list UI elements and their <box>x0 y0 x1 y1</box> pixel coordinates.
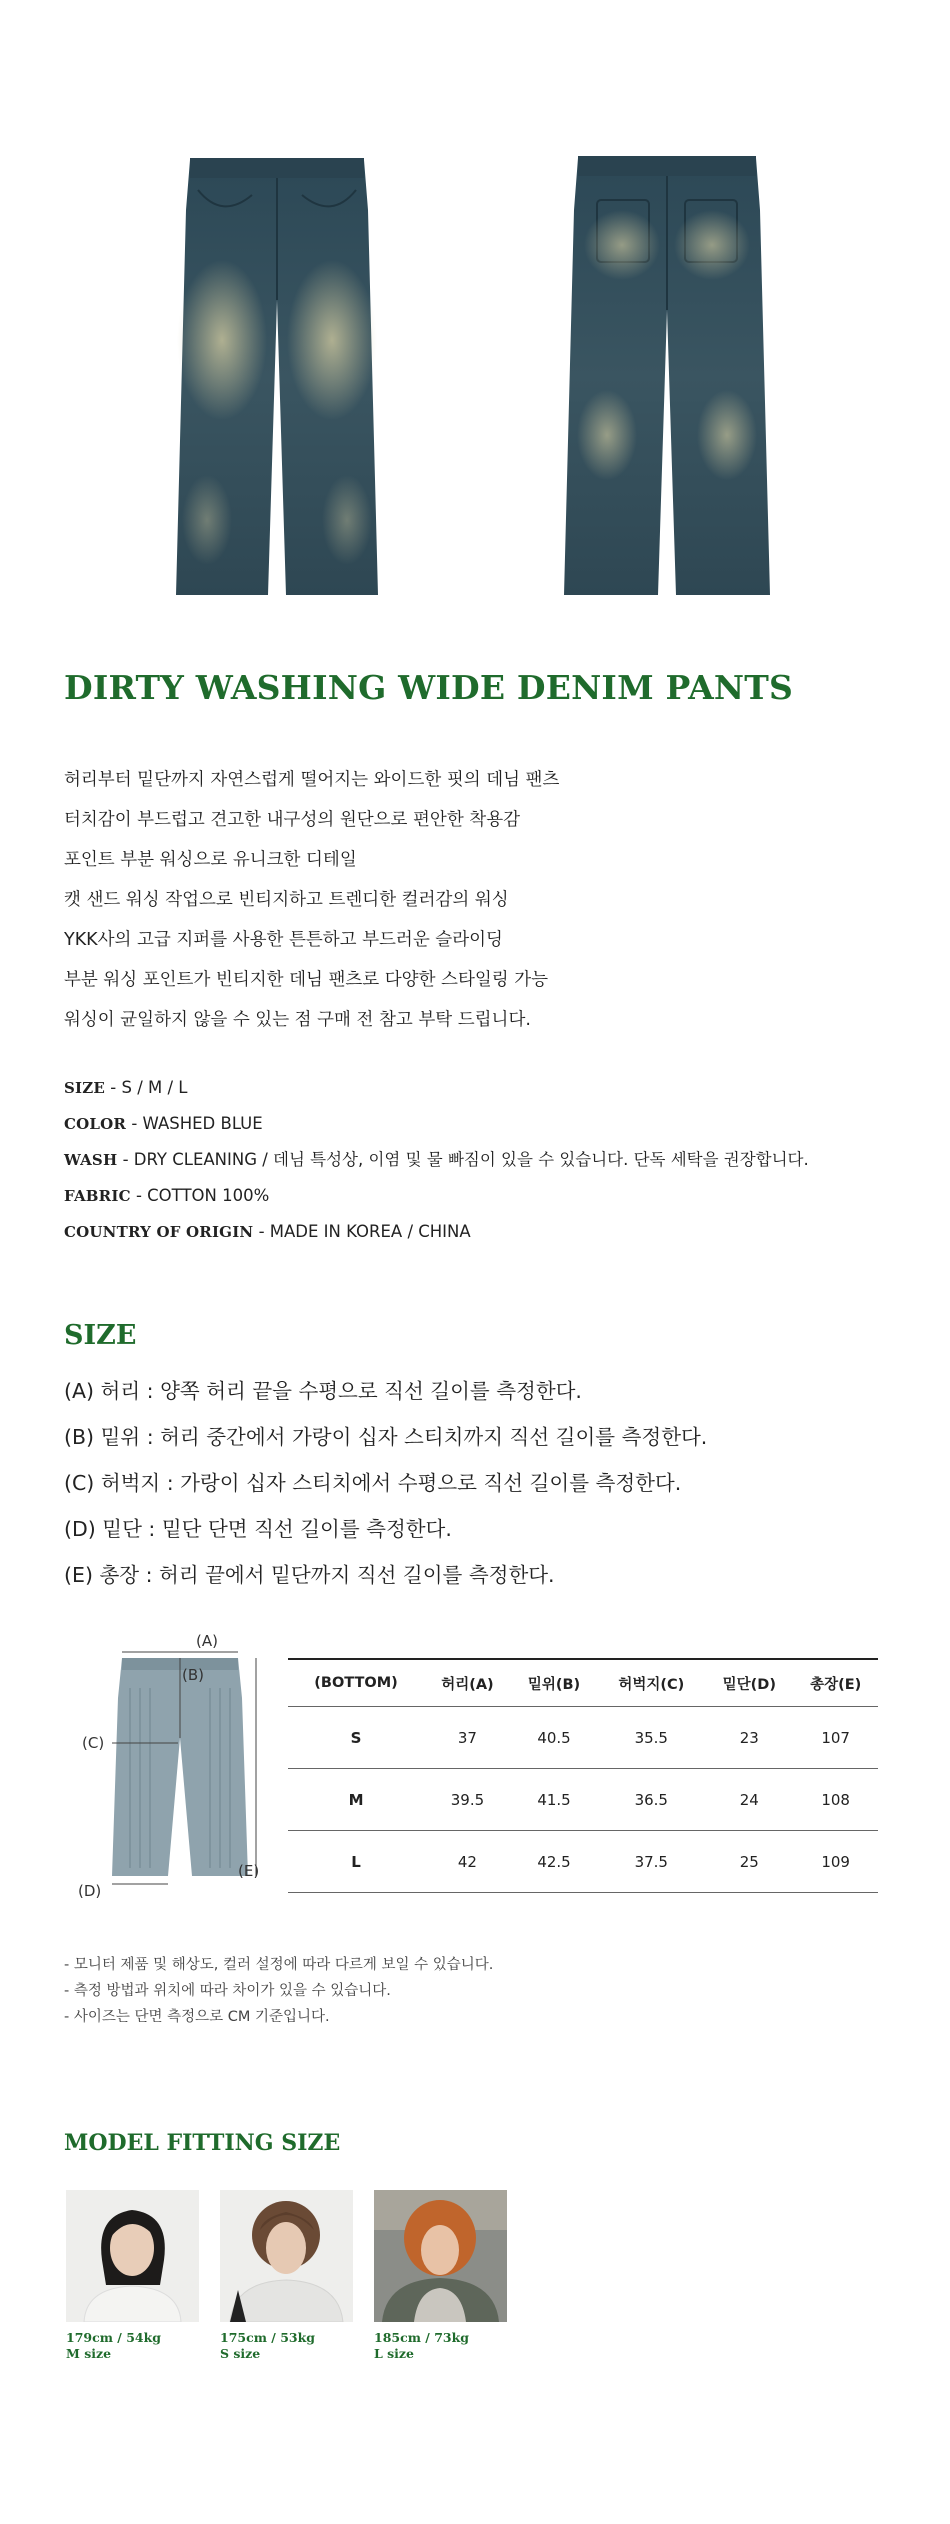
description-line: 터치감이 부드럽고 견고한 내구성의 원단으로 편안한 착용감 <box>64 810 520 830</box>
diagram-label-d: (D) <box>78 1882 102 1900</box>
table-cell: 109 <box>793 1831 878 1893</box>
spec-value: - DRY CLEANING / 데님 특성상, 이염 및 물 빠짐이 있을 수 있습니다. 단독 세탁을 권장합니다. <box>117 1150 809 1169</box>
model-stats: 185cm / 73kg <box>374 2330 469 2345</box>
table-row <box>288 1707 878 1769</box>
diagram-label-b: (B) <box>182 1666 204 1684</box>
model-size: L size <box>374 2346 414 2361</box>
table-cell: 42 <box>424 1831 511 1893</box>
description-line: 부분 워싱 포인트가 빈티지한 데님 팬츠로 다양한 스타일링 가능 <box>64 970 549 990</box>
note-line: - 모니터 제품 및 해상도, 컬러 설정에 따라 다르게 보일 수 있습니다. <box>64 1957 494 1973</box>
note-line: - 사이즈는 단면 측정으로 CM 기준입니다. <box>64 2009 330 2025</box>
model-card <box>374 2190 507 2362</box>
product-title: DIRTY WASHING WIDE DENIM PANTS <box>64 668 794 707</box>
diagram-label-e: (E) <box>238 1862 260 1880</box>
size-table <box>288 1658 878 1893</box>
spec-key: WASH <box>64 1151 118 1169</box>
spec-key: FABRIC <box>64 1187 131 1205</box>
product-specs <box>64 1070 809 1250</box>
diagram-label-c: (C) <box>82 1734 105 1752</box>
measurement-line: (A) 허리 : 양쪽 허리 끝을 수평으로 직선 길이를 측정한다. <box>64 1379 582 1403</box>
measurement-line: (B) 밑위 : 허리 중간에서 가랑이 십자 스티치까지 직선 길이를 측정한다. <box>64 1425 708 1449</box>
table-cell: 41.5 <box>511 1769 597 1831</box>
jeans-measurement-diagram <box>70 1628 270 1908</box>
spec-value: - COTTON 100% <box>130 1186 270 1205</box>
table-cell: 23 <box>705 1707 793 1769</box>
table-header: (BOTTOM) <box>288 1659 424 1707</box>
measurement-line: (C) 허벅지 : 가랑이 십자 스티치에서 수평으로 직선 길이를 측정한다. <box>64 1471 682 1495</box>
model-photo-icon <box>220 2190 353 2322</box>
description-line: YKK사의 고급 지퍼를 사용한 튼튼하고 부드러운 슬라이딩 <box>64 930 503 950</box>
description-line: 캣 샌드 워싱 작업으로 빈티지하고 트렌디한 컬러감의 워싱 <box>64 890 509 910</box>
model-photo-icon <box>66 2190 199 2322</box>
spec-key: COLOR <box>64 1115 127 1133</box>
table-cell: 37 <box>424 1707 511 1769</box>
model-card <box>66 2190 199 2362</box>
jeans-front-image <box>162 150 392 600</box>
spec-value: - MADE IN KOREA / CHINA <box>253 1222 471 1241</box>
table-cell: 24 <box>705 1769 793 1831</box>
table-cell: S <box>288 1707 424 1769</box>
spec-color <box>64 1106 809 1142</box>
model-fitting-heading: MODEL FITTING SIZE <box>64 2130 341 2156</box>
table-cell: 39.5 <box>424 1769 511 1831</box>
table-header: 총장(E) <box>793 1659 878 1707</box>
table-header: 밑단(D) <box>705 1659 793 1707</box>
size-notes <box>64 1952 493 2030</box>
spec-value: - WASHED BLUE <box>126 1114 263 1133</box>
table-row <box>288 1831 878 1893</box>
spec-wash <box>64 1142 809 1178</box>
table-cell: 37.5 <box>597 1831 705 1893</box>
measurement-guide <box>64 1368 707 1598</box>
spec-key: COUNTRY OF ORIGIN <box>64 1223 254 1241</box>
model-size: S size <box>220 2346 261 2361</box>
description-line: 허리부터 밑단까지 자연스럽게 떨어지는 와이드한 핏의 데님 팬츠 <box>64 770 560 790</box>
model-photo-icon <box>374 2190 507 2322</box>
table-cell: 108 <box>793 1769 878 1831</box>
jeans-back-image <box>552 150 782 600</box>
description-line: 포인트 부분 워싱으로 유니크한 디테일 <box>64 850 357 870</box>
table-cell: 35.5 <box>597 1707 705 1769</box>
model-stats: 175cm / 53kg <box>220 2330 315 2345</box>
table-cell: L <box>288 1831 424 1893</box>
product-description <box>64 760 559 1040</box>
table-cell: 25 <box>705 1831 793 1893</box>
table-cell: 107 <box>793 1707 878 1769</box>
table-header: 허벅지(C) <box>597 1659 705 1707</box>
spec-value: - S / M / L <box>105 1078 188 1097</box>
table-cell: 40.5 <box>511 1707 597 1769</box>
diagram-label-a: (A) <box>196 1632 218 1650</box>
model-card <box>220 2190 353 2362</box>
spec-fabric <box>64 1178 809 1214</box>
table-header: 밑위(B) <box>511 1659 597 1707</box>
table-cell: 36.5 <box>597 1769 705 1831</box>
model-size: M size <box>66 2346 112 2361</box>
table-header: 허리(A) <box>424 1659 511 1707</box>
measurement-line: (E) 총장 : 허리 끝에서 밑단까지 직선 길이를 측정한다. <box>64 1563 555 1587</box>
table-row <box>288 1769 878 1831</box>
measurement-line: (D) 밑단 : 밑단 단면 직선 길이를 측정한다. <box>64 1517 452 1541</box>
size-heading: SIZE <box>64 1320 137 1351</box>
table-header-row <box>288 1659 878 1707</box>
table-cell: 42.5 <box>511 1831 597 1893</box>
description-line: 워싱이 균일하지 않을 수 있는 점 구매 전 참고 부탁 드립니다. <box>64 1010 531 1030</box>
table-cell: M <box>288 1769 424 1831</box>
spec-key: SIZE <box>64 1079 106 1097</box>
spec-size <box>64 1070 809 1106</box>
model-stats: 179cm / 54kg <box>66 2330 161 2345</box>
note-line: - 측정 방법과 위치에 따라 차이가 있을 수 있습니다. <box>64 1983 391 1999</box>
spec-origin <box>64 1214 809 1250</box>
